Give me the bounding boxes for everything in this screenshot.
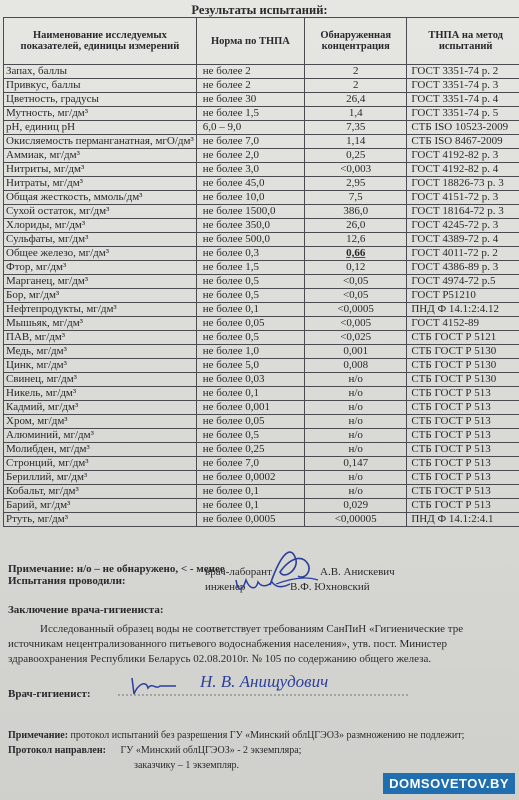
table-row [4, 219, 519, 233]
table-row [4, 65, 519, 79]
indicator-cell: Привкус, баллы [4, 79, 197, 93]
table-row [4, 303, 519, 317]
footnote-text-2: ГУ «Минский облЦГЭОЗ» - 2 экземпляра; [120, 745, 302, 756]
results-title: Результаты испытаний: [191, 3, 328, 17]
concentration-cell: 26,0 [305, 219, 407, 233]
table-row [4, 107, 519, 121]
norm-cell: не более 0,05 [196, 415, 304, 429]
concentration-cell: 0,147 [305, 457, 407, 471]
table-row [4, 345, 519, 359]
concentration-cell: 7,35 [305, 121, 407, 135]
method-cell: СТБ ГОСТ Р 5121 [407, 331, 519, 345]
norm-cell: не более 1500,0 [196, 205, 304, 219]
method-cell: СТБ ГОСТ Р 513 [407, 457, 519, 471]
table-row [4, 429, 519, 443]
table-row [4, 499, 519, 513]
concentration-cell: 26,4 [305, 93, 407, 107]
indicator-cell: Нитриты, мг/дм³ [4, 163, 197, 177]
method-cell: СТБ ГОСТ Р 513 [407, 485, 519, 499]
tester-name-2: В.Ф. Юхновский [290, 581, 370, 593]
concentration-cell: 7,5 [305, 191, 407, 205]
norm-cell: не более 0,001 [196, 401, 304, 415]
norm-cell: не более 2 [196, 79, 304, 93]
table-header-row [4, 18, 519, 65]
concentration-cell: н/о [305, 373, 407, 387]
norm-cell: не более 2 [196, 65, 304, 79]
indicator-cell: Фтор, мг/дм³ [4, 261, 197, 275]
concentration-cell: <0,05 [305, 289, 407, 303]
method-cell: СТБ ГОСТ Р 513 [407, 499, 519, 513]
concentration-cell: н/о [305, 485, 407, 499]
norm-cell: не более 0,25 [196, 443, 304, 457]
norm-cell: не более 3,0 [196, 163, 304, 177]
norm-cell: не более 1,5 [196, 261, 304, 275]
method-cell: ГОСТ 18826-73 р. 3 [407, 177, 519, 191]
indicator-cell: Мышьяк, мг/дм³ [4, 317, 197, 331]
concentration-cell: <0,0005 [305, 303, 407, 317]
concentration-cell: 2 [305, 65, 407, 79]
table-row [4, 135, 519, 149]
footnote-label-1: Примечание: [8, 730, 69, 741]
method-cell: ГОСТ 4389-72 р. 4 [407, 233, 519, 247]
tester-signature-2 [232, 572, 294, 596]
footnote-label-2: Протокол направлен: [8, 745, 106, 756]
table-row [4, 149, 519, 163]
concentration-cell: <0,00005 [305, 513, 407, 527]
norm-cell: не более 0,03 [196, 373, 304, 387]
concentration-cell: 0,25 [305, 149, 407, 163]
method-cell: ПНД Ф 14.1:2:4.1 [407, 513, 519, 527]
table-row [4, 359, 519, 373]
table-row [4, 233, 519, 247]
results-table [3, 17, 519, 527]
method-cell: ГОСТ 4245-72 р. 3 [407, 219, 519, 233]
table-row [4, 79, 519, 93]
indicator-cell: Хлориды, мг/дм³ [4, 219, 197, 233]
concentration-cell: <0,05 [305, 275, 407, 289]
indicator-cell: Бор, мг/дм³ [4, 289, 197, 303]
method-cell: ГОСТ 4011-72 р. 2 [407, 247, 519, 261]
method-cell: СТБ ГОСТ Р 5130 [407, 345, 519, 359]
indicator-cell: Запах, баллы [4, 65, 197, 79]
concentration-cell: <0,003 [305, 163, 407, 177]
norm-cell: не более 7,0 [196, 135, 304, 149]
concentration-cell: н/о [305, 429, 407, 443]
table-row [4, 177, 519, 191]
norm-cell: не более 0,5 [196, 331, 304, 345]
method-cell: СТБ ГОСТ Р 5130 [407, 359, 519, 373]
concentration-cell: 12,6 [305, 233, 407, 247]
doctor-label: Врач-гигиенист: [8, 688, 91, 700]
method-cell: СТБ ГОСТ Р 513 [407, 443, 519, 457]
method-cell: СТБ ГОСТ Р 513 [407, 401, 519, 415]
watermark: DOMSOVETOV.BY [383, 773, 515, 794]
footnote-text-1: протокол испытаний без разрешения ГУ «Минский облЦГЭОЗ» размножению не подлежит; [70, 730, 465, 741]
indicator-cell: Стронций, мг/дм³ [4, 457, 197, 471]
method-cell: ГОСТ Р51210 [407, 289, 519, 303]
norm-cell: не более 0,1 [196, 387, 304, 401]
norm-cell: не более 5,0 [196, 359, 304, 373]
indicator-cell: Молибден, мг/дм³ [4, 443, 197, 457]
method-cell: ГОСТ 3351-74 р. 3 [407, 79, 519, 93]
table-row [4, 121, 519, 135]
concentration-cell: н/о [305, 415, 407, 429]
indicator-cell: Марганец, мг/дм³ [4, 275, 197, 289]
table-row [4, 387, 519, 401]
table-row [4, 471, 519, 485]
tester-name-1: А.В. Анискевич [320, 566, 395, 578]
table-row [4, 191, 519, 205]
table-row [4, 443, 519, 457]
indicator-cell: Медь, мг/дм³ [4, 345, 197, 359]
method-cell: СТБ ГОСТ Р 5130 [407, 373, 519, 387]
table-row [4, 93, 519, 107]
norm-cell: не более 0,1 [196, 303, 304, 317]
norm-cell: не более 0,0005 [196, 513, 304, 527]
footnote-line-2 [8, 745, 301, 756]
table-row [4, 415, 519, 429]
indicator-cell: рН, единиц рН [4, 121, 197, 135]
method-cell: ГОСТ 4974-72 р.5 [407, 275, 519, 289]
table-row [4, 401, 519, 415]
indicator-cell: Кобальт, мг/дм³ [4, 485, 197, 499]
method-cell: СТБ ГОСТ Р 513 [407, 429, 519, 443]
concentration-cell: н/о [305, 443, 407, 457]
indicator-cell: Хром, мг/дм³ [4, 415, 197, 429]
footnote-line-1 [8, 730, 464, 741]
indicator-cell: Цинк, мг/дм³ [4, 359, 197, 373]
norm-cell: не более 2,0 [196, 149, 304, 163]
concentration-cell: 0,12 [305, 261, 407, 275]
method-cell: ГОСТ 18164-72 р. 3 [407, 205, 519, 219]
header-method: ТНПА на метод испытаний [407, 18, 519, 65]
table-row [4, 205, 519, 219]
indicator-cell: Общая жесткость, ммоль/дм³ [4, 191, 197, 205]
norm-cell: не более 7,0 [196, 457, 304, 471]
table-row [4, 373, 519, 387]
norm-cell: не более 10,0 [196, 191, 304, 205]
indicator-cell: Сульфаты, мг/дм³ [4, 233, 197, 247]
norm-cell: не более 0,5 [196, 275, 304, 289]
method-cell: ПНД Ф 14.1:2:4.12 [407, 303, 519, 317]
indicator-cell: Нефтепродукты, мг/дм³ [4, 303, 197, 317]
testers-label: Испытания проводили: [8, 575, 126, 587]
concentration-cell: 0,029 [305, 499, 407, 513]
indicator-cell: Мутность, мг/дм³ [4, 107, 197, 121]
norm-cell: 6,0 – 9,0 [196, 121, 304, 135]
norm-cell: не более 1,5 [196, 107, 304, 121]
table-row [4, 275, 519, 289]
norm-cell: не более 45,0 [196, 177, 304, 191]
concentration-cell: н/о [305, 401, 407, 415]
indicator-cell: Никель, мг/дм³ [4, 387, 197, 401]
indicator-cell: Нитраты, мг/дм³ [4, 177, 197, 191]
concentration-cell: 386,0 [305, 205, 407, 219]
method-cell: СТБ ГОСТ Р 513 [407, 415, 519, 429]
table-row [4, 457, 519, 471]
table-row [4, 261, 519, 275]
concentration-cell: 2 [305, 79, 407, 93]
norm-cell: не более 0,0002 [196, 471, 304, 485]
norm-cell: не более 0,1 [196, 499, 304, 513]
method-cell: ГОСТ 3351-74 р. 5 [407, 107, 519, 121]
concentration-cell: <0,005 [305, 317, 407, 331]
table-row [4, 163, 519, 177]
method-cell: ГОСТ 4192-82 р. 3 [407, 149, 519, 163]
indicator-cell: Цветность, градусы [4, 93, 197, 107]
method-cell: СТБ ISO 8467-2009 [407, 135, 519, 149]
table-row [4, 247, 519, 261]
norm-cell: не более 0,5 [196, 429, 304, 443]
indicator-cell: Барий, мг/дм³ [4, 499, 197, 513]
concentration-cell: <0,025 [305, 331, 407, 345]
indicator-cell: Общее железо, мг/дм³ [4, 247, 197, 261]
indicator-cell: Свинец, мг/дм³ [4, 373, 197, 387]
indicator-cell: Окисляемость перманганатная, мгО/дм³ [4, 135, 197, 149]
norm-cell: не более 350,0 [196, 219, 304, 233]
concentration-cell: н/о [305, 471, 407, 485]
norm-cell: не более 0,05 [196, 317, 304, 331]
norm-cell: не более 500,0 [196, 233, 304, 247]
indicator-cell: Бериллий, мг/дм³ [4, 471, 197, 485]
method-cell: СТБ ГОСТ Р 513 [407, 387, 519, 401]
method-cell: ГОСТ 4386-89 р. 3 [407, 261, 519, 275]
header-norm: Норма по ТНПА [196, 18, 304, 65]
method-cell: ГОСТ 4192-82 р. 4 [407, 163, 519, 177]
note: Примечание: н/о – не обнаружено, < - менее [8, 563, 225, 575]
concentration-cell: 0,66 [305, 247, 407, 261]
conclusion-text: Исследованный образец воды не соответствует требованиям СанПиН «Гигиенические тре источникам нецентрализованного питьевого водоснабжения населения», утв. пост. Министер здравоохранения Республики Беларусь 02.08.2010г. № 105 по содержанию общего железа. [8, 623, 464, 665]
method-cell: ГОСТ 3351-74 р. 4 [407, 93, 519, 107]
tester-role-2: инженер [205, 581, 246, 593]
method-cell: СТБ ISO 10523-2009 [407, 121, 519, 135]
norm-cell: не более 30 [196, 93, 304, 107]
table-row [4, 289, 519, 303]
norm-cell: не более 0,1 [196, 485, 304, 499]
method-cell: ГОСТ 4151-72 р. 3 [407, 191, 519, 205]
header-concentration: Обнаруженная концентрация [305, 18, 407, 65]
footnote-text-3: заказчику – 1 экземпляр. [134, 760, 240, 771]
concentration-cell: н/о [305, 387, 407, 401]
table-row [4, 513, 519, 527]
norm-cell: не более 0,5 [196, 289, 304, 303]
indicator-cell: ПАВ, мг/дм³ [4, 331, 197, 345]
table-row [4, 331, 519, 345]
concentration-cell: 1,4 [305, 107, 407, 121]
doctor-signature-name: Н. В. Анищудович [200, 672, 329, 691]
indicator-cell: Сухой остаток, мг/дм³ [4, 205, 197, 219]
doctor-signature-line [118, 692, 408, 698]
concentration-cell: 0,001 [305, 345, 407, 359]
indicator-cell: Аммиак, мг/дм³ [4, 149, 197, 163]
norm-cell: не более 1,0 [196, 345, 304, 359]
method-cell: ГОСТ 4152-89 [407, 317, 519, 331]
method-cell: ГОСТ 3351-74 р. 2 [407, 65, 519, 79]
table-row [4, 317, 519, 331]
tester-role-1: врач-лаборант [205, 566, 272, 578]
concentration-cell: 0,008 [305, 359, 407, 373]
concentration-cell: 2,95 [305, 177, 407, 191]
concentration-cell: 1,14 [305, 135, 407, 149]
indicator-cell: Кадмий, мг/дм³ [4, 401, 197, 415]
norm-cell: не более 0,3 [196, 247, 304, 261]
header-indicator: Наименование исследуемых показателей, единицы измерений [4, 18, 197, 65]
indicator-cell: Ртуть, мг/дм³ [4, 513, 197, 527]
table-row [4, 485, 519, 499]
indicator-cell: Алюминий, мг/дм³ [4, 429, 197, 443]
conclusion-heading: Заключение врача-гигиениста: [8, 604, 164, 616]
method-cell: СТБ ГОСТ Р 513 [407, 471, 519, 485]
